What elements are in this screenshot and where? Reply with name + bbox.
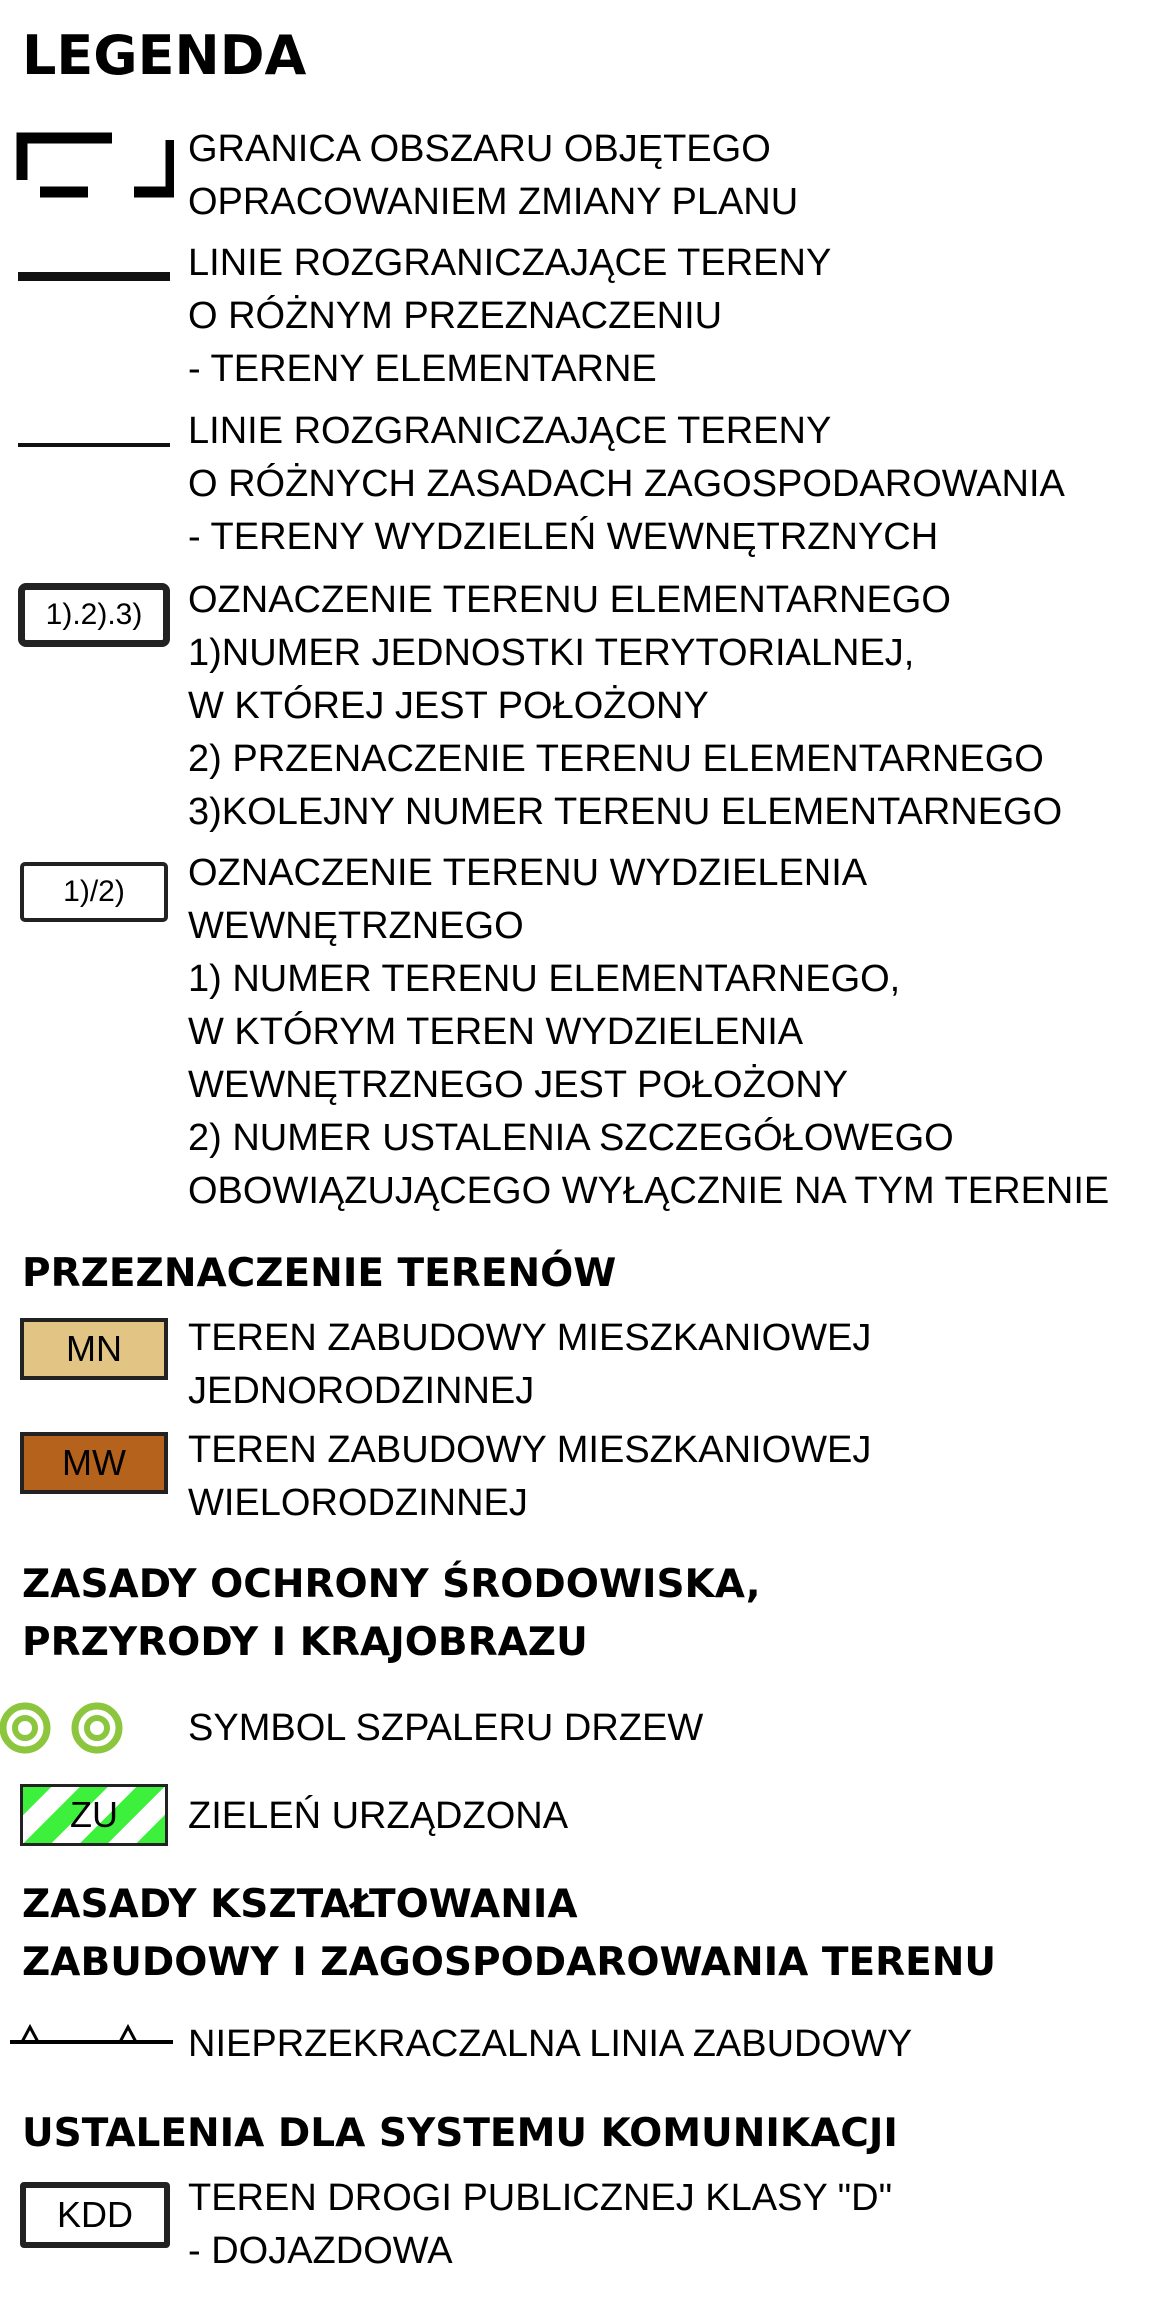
section-heading-transport: USTALENIA DLA SYSTEMU KOMUNIKACJI <box>22 2111 898 2156</box>
thick-line-icon <box>18 272 170 281</box>
kdd-description: TEREN DROGI PUBLICZNEJ KLASY "D" - DOJAZDOWA <box>188 2177 893 2272</box>
tree-row-icon <box>0 1698 130 1758</box>
boundary-description: GRANICA OBSZARU OBJĘTEGO OPRACOWANIEM ZMIANY PLANU <box>188 128 799 223</box>
legend-title: LEGENDA <box>22 24 307 87</box>
thick-line-description: LINIE ROZGRANICZAJĄCE TERENY O RÓŻNYM PRZEZNACZENIU - TERENY ELEMENTARNE <box>188 242 832 390</box>
section-heading-environment: ZASADY OCHRONY ŚRODOWISKA, PRZYRODY I KRAJOBRAZU <box>22 1562 761 1665</box>
mn-swatch: MN <box>20 1318 168 1380</box>
mn-description: TEREN ZABUDOWY MIESZKANIOWEJ JEDNORODZINNEJ <box>188 1317 872 1412</box>
subdivision-label-box: 1)/2) <box>20 862 168 922</box>
zu-description: ZIELEŃ URZĄDZONA <box>188 1795 569 1837</box>
tree-row-description: SYMBOL SZPALERU DRZEW <box>188 1707 704 1749</box>
section-heading-development: ZASADY KSZTAŁTOWANIA ZABUDOWY I ZAGOSPODAROWANIA TERENU <box>22 1882 997 1985</box>
kdd-label-box: KDD <box>20 2182 170 2248</box>
thin-line-description: LINIE ROZGRANICZAJĄCE TERENY O RÓŻNYCH ZASADACH ZAGOSPODAROWANIA - TERENY WYDZIELEŃ WEWNĘTRZNYCH <box>188 410 1065 558</box>
thin-line-icon <box>18 443 170 447</box>
elementary-label-box: 1).2).3) <box>18 583 170 647</box>
section-heading-land-use: PRZEZNACZENIE TERENÓW <box>22 1251 617 1296</box>
subdivision-label-description: OZNACZENIE TERENU WYDZIELENIA WEWNĘTRZNEGO 1) NUMER TERENU ELEMENTARNEGO, W KTÓRYM TEREN WYDZIELENIA WEWNĘTRZNEGO JEST POŁOŻONY 2) NUMER USTALENIA SZCZEGÓŁOWEGO OBOWIĄZUJĄCEGO WYŁĄCZNIE NA TYM TERENIE <box>188 852 1110 1212</box>
zu-swatch: ZU <box>20 1784 168 1846</box>
mw-description: TEREN ZABUDOWY MIESZKANIOWEJ WIELORODZINNEJ <box>188 1429 872 1524</box>
mw-swatch: MW <box>20 1432 168 1494</box>
dashed-boundary-icon <box>14 128 174 202</box>
elementary-label-description: OZNACZENIE TERENU ELEMENTARNEGO 1)NUMER JEDNOSTKI TERYTORIALNEJ, W KTÓREJ JEST POŁOŻONY 2) PRZENACZENIE TERENU ELEMENTARNEGO 3)KOLEJNY NUMER TERENU ELEMENTARNEGO <box>188 579 1063 833</box>
building-line-description: NIEPRZEKRACZALNA LINIA ZABUDOWY <box>188 2023 913 2065</box>
building-line-icon <box>8 2010 178 2054</box>
